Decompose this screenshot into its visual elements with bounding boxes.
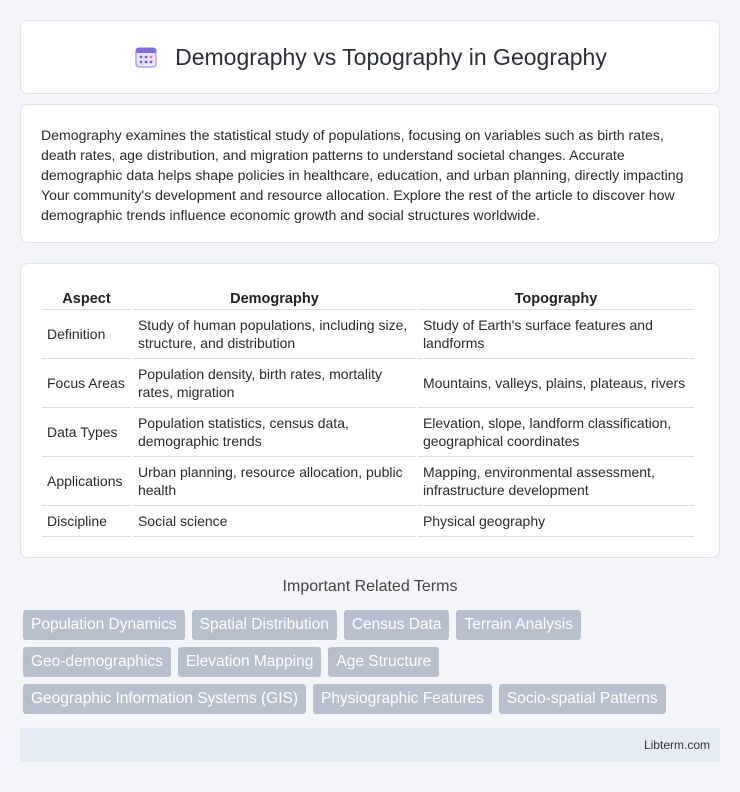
table-cell-aspect: Data Types bbox=[42, 408, 131, 457]
table-cell-topography: Elevation, slope, landform classification, geographical coordinates bbox=[418, 408, 694, 457]
tag-terrain-analysis[interactable]: Terrain Analysis bbox=[456, 610, 581, 640]
intro-card bbox=[20, 104, 720, 243]
table-cell-demography: Population statistics, census data, demographic trends bbox=[133, 408, 416, 457]
table-cell-aspect: Applications bbox=[42, 457, 131, 506]
footer-brand-link[interactable]: Libterm.com bbox=[643, 738, 710, 752]
column-header-topography: Topography bbox=[418, 284, 694, 310]
related-terms-tags bbox=[23, 610, 723, 714]
table-row bbox=[42, 359, 694, 408]
comparison-table bbox=[40, 284, 696, 537]
header-card bbox=[20, 20, 720, 94]
table-cell-demography: Population density, birth rates, mortality rates, migration bbox=[133, 359, 416, 408]
tag-physiographic-features[interactable]: Physiographic Features bbox=[313, 684, 492, 714]
page-title: Demography vs Topography in Geography bbox=[175, 43, 607, 70]
column-header-demography: Demography bbox=[133, 284, 416, 310]
table-cell-demography: Study of human populations, including size, structure, and distribution bbox=[133, 310, 416, 359]
table-cell-aspect: Definition bbox=[42, 310, 131, 359]
table-cell-topography: Physical geography bbox=[418, 506, 694, 537]
table-cell-topography: Study of Earth's surface features and landforms bbox=[418, 310, 694, 359]
table-cell-demography: Social science bbox=[133, 506, 416, 537]
tag-census-data[interactable]: Census Data bbox=[344, 610, 450, 640]
tag-spatial-distribution[interactable]: Spatial Distribution bbox=[192, 610, 337, 640]
calendar-grid-icon bbox=[133, 44, 159, 70]
tag-age-structure[interactable]: Age Structure bbox=[328, 647, 439, 677]
table-row bbox=[42, 310, 694, 359]
tag-socio-spatial-patterns[interactable]: Socio-spatial Patterns bbox=[499, 684, 666, 714]
column-header-aspect: Aspect bbox=[42, 284, 131, 310]
intro-paragraph: Demography examines the statistical study of populations, focusing on variables such as birth rates, death rates, age distribution, and migration patterns to understand societal changes. Accurate demographic data helps shape policies in healthcare, education, and urban planning, directly impacting Your community's development and resource allocation. Explore the rest of the article to discover how demographic trends influence economic growth and social structures worldwide. bbox=[41, 127, 684, 223]
table-row bbox=[42, 506, 694, 537]
table-row bbox=[42, 457, 694, 506]
footer-bar bbox=[20, 728, 720, 762]
table-cell-demography: Urban planning, resource allocation, public health bbox=[133, 457, 416, 506]
tag-population-dynamics[interactable]: Population Dynamics bbox=[23, 610, 185, 640]
table-header-row bbox=[42, 284, 694, 310]
tag-geo-demographics[interactable]: Geo-demographics bbox=[23, 647, 171, 677]
table-cell-topography: Mapping, environmental assessment, infrastructure development bbox=[418, 457, 694, 506]
related-terms-heading: Important Related Terms bbox=[282, 578, 458, 595]
tag-elevation-mapping[interactable]: Elevation Mapping bbox=[178, 647, 322, 677]
table-cell-aspect: Discipline bbox=[42, 506, 131, 537]
table-cell-topography: Mountains, valleys, plains, plateaus, rivers bbox=[418, 359, 694, 408]
comparison-table-card bbox=[20, 263, 720, 558]
tag-gis[interactable]: Geographic Information Systems (GIS) bbox=[23, 684, 306, 714]
table-cell-aspect: Focus Areas bbox=[42, 359, 131, 408]
table-row bbox=[42, 408, 694, 457]
